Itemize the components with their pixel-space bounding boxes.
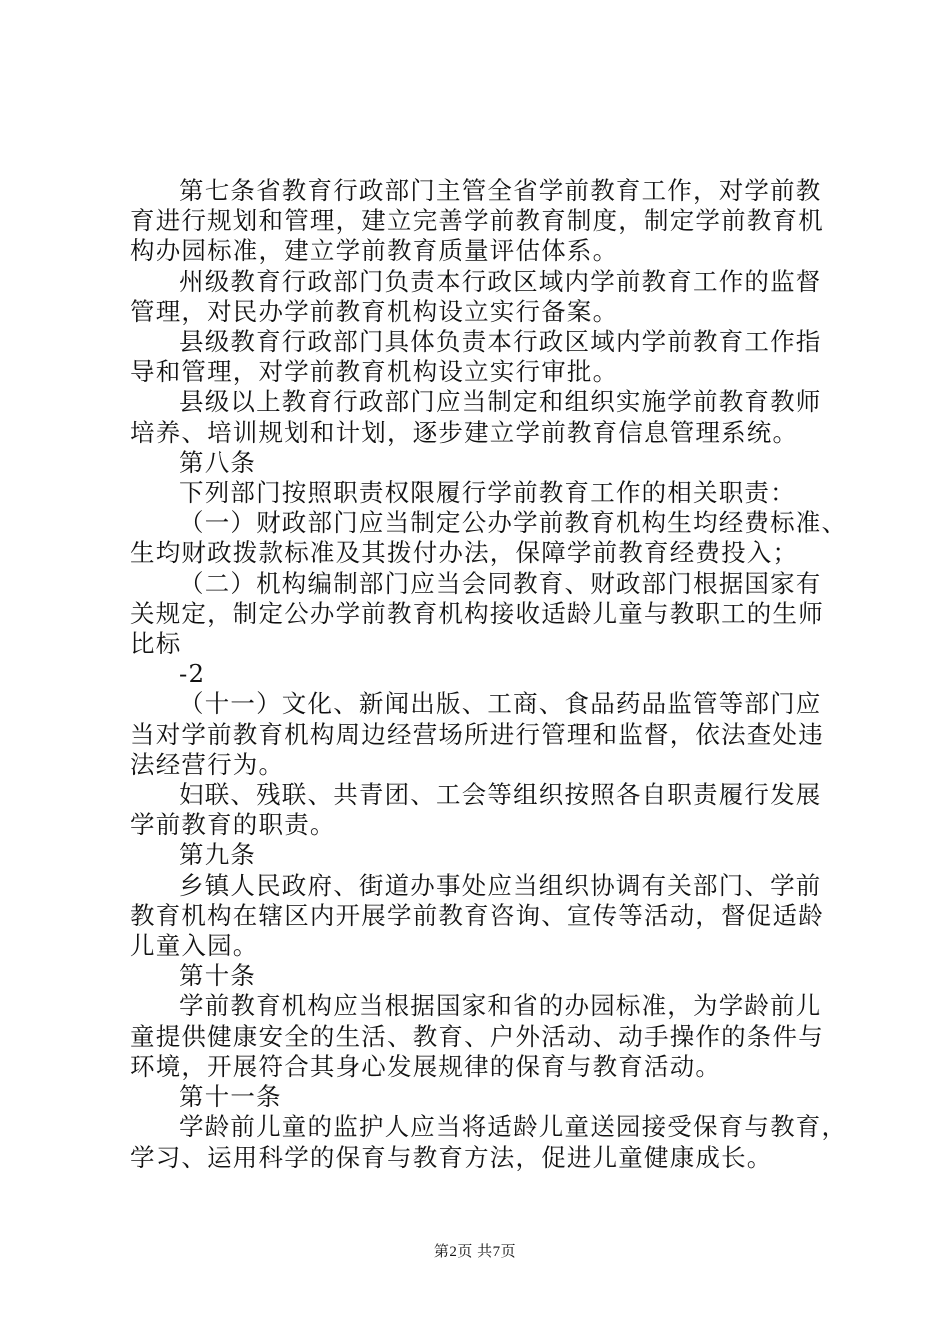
text-line: 比标 (130, 629, 182, 659)
text-line: （二）机构编制部门应当会同教育、财政部门根据国家有 (179, 568, 822, 598)
text-line: 教育机构在辖区内开展学前教育咨询、宣传等活动，督促适龄 (130, 900, 824, 930)
text-line: 乡镇人民政府、街道办事处应当组织协调有关部门、学前 (179, 870, 822, 900)
text-line: 州级教育行政部门负责本行政区域内学前教育工作的监督 (179, 266, 822, 296)
text-line: 第十条 (179, 961, 257, 991)
text-line: （十一）文化、新闻出版、工商、食品药品监管等部门应 (179, 689, 822, 719)
text-line: 生均财政拨款标准及其拨付办法，保障学前教育经费投入； (130, 538, 799, 568)
document-body (130, 176, 848, 1173)
text-line: （一）财政部门应当制定公办学前教育机构生均经费标准、 (179, 508, 848, 538)
text-line: 第十一条 (179, 1082, 282, 1112)
text-line: 下列部门按照职责权限履行学前教育工作的相关职责： (179, 478, 796, 508)
text-line: 第八条 (179, 447, 257, 477)
text-line: 学前教育机构应当根据国家和省的办园标准，为学龄前儿 (179, 991, 822, 1021)
text-line: 当对学前教育机构周边经营场所进行管理和监督，依法查处违 (130, 719, 824, 749)
text-line: 导和管理，对学前教育机构设立实行审批。 (130, 357, 619, 387)
text-line: 管理，对民办学前教育机构设立实行备案。 (130, 296, 619, 326)
text-line: 县级教育行政部门具体负责本行政区域内学前教育工作指 (179, 327, 822, 357)
text-line: -2 (179, 659, 206, 689)
page-number-footer: 第2页 共7页 (433, 1244, 517, 1260)
text-line: 县级以上教育行政部门应当制定和组织实施学前教育教师 (179, 387, 822, 417)
text-line: 童提供健康安全的生活、教育、户外活动、动手操作的条件与 (130, 1021, 824, 1051)
text-line: 学前教育的职责。 (130, 810, 336, 840)
text-line: 关规定，制定公办学前教育机构接收适龄儿童与教职工的生师 (130, 598, 824, 628)
text-line: 妇联、残联、共青团、工会等组织按照各自职责履行发展 (179, 780, 822, 810)
text-line: 学龄前儿童的监护人应当将适龄儿童送园接受保育与教育， (179, 1112, 848, 1142)
text-line: 学习、运用科学的保育与教育方法，促进儿童健康成长。 (130, 1142, 773, 1172)
text-line: 环境，开展符合其身心发展规律的保育与教育活动。 (130, 1051, 722, 1081)
text-line: 构办园标准，建立学前教育质量评估体系。 (130, 236, 619, 266)
text-line: 第七条省教育行政部门主管全省学前教育工作，对学前教 (179, 176, 822, 205)
text-line: 培养、培训规划和计划，逐步建立学前教育信息管理系统。 (130, 417, 799, 447)
text-line: 第九条 (179, 840, 257, 870)
text-line: 法经营行为。 (130, 749, 285, 779)
text-line: 儿童入园。 (130, 931, 259, 961)
text-line: 育进行规划和管理，建立完善学前教育制度，制定学前教育机 (130, 206, 824, 236)
